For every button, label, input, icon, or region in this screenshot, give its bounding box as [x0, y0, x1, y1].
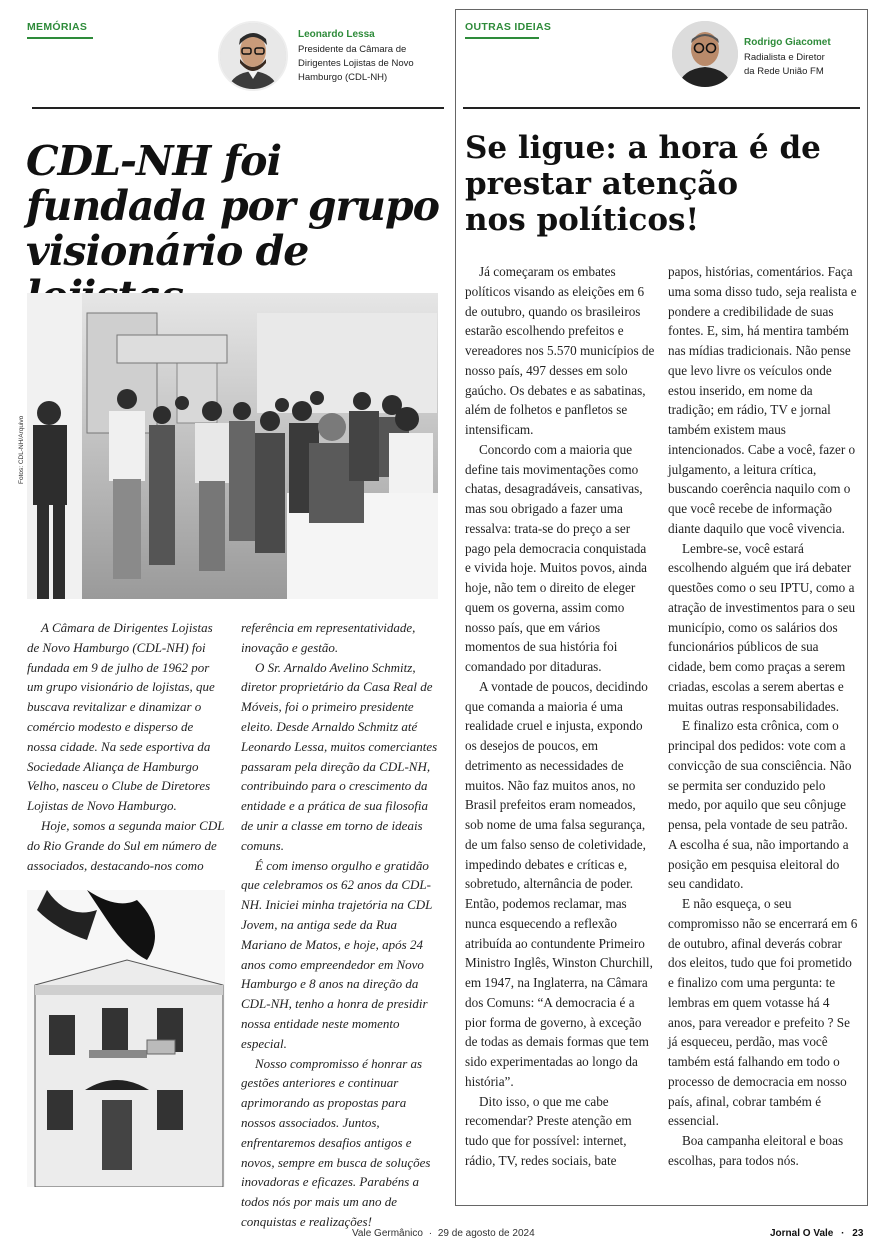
footer-paper-name: Jornal O Vale — [770, 1228, 834, 1239]
archive-photo-building — [27, 890, 225, 1187]
right-headline — [465, 130, 860, 238]
photo-credit: Fotos: CDL-NH/Arquivo — [18, 415, 25, 484]
author-name-leonardo: Leonardo Lessa — [298, 29, 375, 40]
building-photo-image — [27, 890, 225, 1187]
section-tag-underline — [465, 37, 539, 39]
author-avatar-leonardo — [218, 21, 288, 91]
article-paragraph: papos, histórias, comentários. Faça uma soma disso tudo, seja realista e pondere a credibilidade de suas fontes. E, sim, há mentira também nas mídias tradicionais. Não pense que levo livre os veículos onde estou inserido, em nome da tradição; em rádio, TV e jornal também existem maus intencionados. Cabe a você, fazer o julgamento, a leitura crítica, buscando coerência naquilo com o que você recebe de informação diante daquilo que você vivencia. — [668, 264, 857, 536]
headline-line: fundada por grupo — [26, 182, 439, 230]
author-name-rodrigo: Rodrigo Giacomet — [744, 37, 831, 48]
article-paragraph: Concordo com a maioria que define tais movimentações como chatas, desagradáveis, cansativas, mas sou obrigado a fazer uma ressalva: trata-se do preço a ser pago pela democracia conquistada e vivida hoje. Muitos povos, ainda hoje, não tem o direito de eleger quem os governa, assim como nosso país, que em vários momentos de sua história foi comandado por ditaduras. — [465, 441, 648, 674]
author-role-leonardo — [298, 43, 414, 85]
article-paragraph: E não esqueça, o seu compromisso não se encerrará em 6 de outubro, afinal deverás cobrar dos eleitos, tudo que foi prometido e finalizo com uma pergunta: te lembras em quem votasse há 4 anos, para vereador e prefeito ? Se já esqueceu, perdão, mas você também está falhando em todo o processo de democracia em nosso país, afinal, cobrar também é essencial. — [668, 896, 858, 1129]
article-paragraph: O Sr. Arnaldo Avelino Schmitz, diretor proprietário da Casa Real de Móveis, foi o primeiro presidente eleito. Desde Arnaldo Schmitz até Leonardo Lessa, muitos comerciantes passaram pela direção da CDL-NH, contribuindo para o crescimento da entidade e a prática de sua filosofia de unir a classe em torno de ideais comuns. — [241, 659, 438, 853]
author-role-line: Hamburgo (CDL-NH) — [298, 72, 388, 83]
group-photo-image — [27, 293, 438, 599]
left-header-rule — [32, 107, 444, 109]
headline-line: Se ligue: a hora é de — [465, 130, 821, 166]
right-article-col2 — [668, 262, 858, 1171]
author-portrait-icon — [672, 21, 738, 87]
left-article-col2 — [241, 618, 439, 1232]
section-tag-outras-ideias: OUTRAS IDEIAS — [465, 21, 552, 33]
author-avatar-rodrigo — [672, 21, 738, 87]
footer-publication-name: Vale Germânico — [352, 1228, 423, 1239]
left-headline — [26, 139, 446, 319]
right-article-col1 — [465, 262, 655, 1171]
author-role-line: da Rede União FM — [744, 66, 824, 77]
article-paragraph: Já começaram os embates políticos visando as eleições em 6 de outubro, quando os brasileiros estarão escolhendo prefeitos e vereadores nos 5.570 municípios de nosso país, 497 desses em solo gaúcho. Os debates e as sabatinas, além de folhetos e panfletos se intensificam. — [465, 264, 655, 437]
author-role-line: Presidente da Câmara de — [298, 44, 407, 55]
article-paragraph: Nosso compromisso é honrar as gestões anteriores e continuar aprimorando as propostas para nossos associados. Juntos, enfrentaremos desafios antigos e novos, sempre em busca de soluções inovadoras e eficazes. Parabéns a todos nós por mais um ano de conquistas e realizações! — [241, 1055, 431, 1229]
right-header-rule — [463, 107, 860, 109]
article-paragraph: Boa campanha eleitoral e boas escolhas, para todos nós. — [668, 1133, 844, 1168]
headline-line: visionário de — [26, 227, 309, 275]
footer-paper — [770, 1228, 863, 1239]
footer-separator: · — [841, 1228, 845, 1239]
section-tag-underline — [27, 37, 93, 39]
article-paragraph: E finalizo esta crônica, com o principal dos pedidos: vote com a convicção de sua consciência. Não se permita ser conduzido pelo medo, por aquilo que seu cônjuge pensa, pela vontade de seu patrão. A escolha é sua, não importando a posição em pesquisa eleitoral do seu candidato. — [668, 718, 852, 892]
page-number: 23 — [852, 1228, 864, 1239]
footer-separator: · — [428, 1228, 433, 1239]
headline-line: CDL-NH foi — [26, 137, 282, 185]
archive-photo-group — [27, 293, 438, 599]
article-paragraph: A vontade de poucos, decidindo que comanda a maioria é uma realidade cruel e injusta, expondo os desejos de poucos, em detrimento as necessidades de muitos. Não faz muitos anos, no Brasil prefeitos eram nomeados, sob nome de uma falsa segurança, de um falso senso de coletividade, impedindo debates e críticas e, sobretudo, alternância de poder. Então, podemos reclamar, mas nunca esquecendo a reflexão atribuída ao contundente Primeiro Ministro Inglês, Winston Churchill, em 1947, na Inglaterra, na Câmara dos Comuns: “A democracia é a pior forma de governo, à exceção de todas as demais formas que tem sido experimentadas ao longo da história”. — [465, 678, 653, 1089]
headline-line: prestar atenção — [465, 166, 739, 202]
article-paragraph: É com imenso orgulho e gratidão que celebramos os 62 anos da CDL-NH. Iniciei minha trajetória na CDL Jovem, na antiga sede da Rua Mariano de Matos, e hoje, após 24 anos como empreendedor em Novo Hamburgo e 8 anos na direção da CDL-NH, tenho a honra de presidir nossa entidade neste momento especial. — [241, 857, 433, 1051]
section-tag-memorias: MEMÓRIAS — [27, 21, 88, 33]
author-role-line: Radialista e Diretor — [744, 52, 825, 63]
article-paragraph: A Câmara de Dirigentes Lojistas de Novo Hamburgo (CDL-NH) foi fundada em 9 de julho de 1962 por um grupo visionário de lojistas, que buscava revitalizar e dinamizar o comércio modesto e disperso de nossa cidade. Na sede esportiva da Sociedade Aliança de Hamburgo Velho, nasceu o Clube de Diretores Lojistas de Novo Hamburgo. — [27, 620, 215, 814]
left-article-col1 — [27, 618, 225, 875]
article-paragraph: Dito isso, o que me cabe recomendar? Preste atenção em tudo que for possível: internet, rádio, TV, redes sociais, bate — [465, 1093, 632, 1168]
author-portrait-icon — [220, 23, 286, 89]
article-paragraph: Lembre-se, você estará escolhendo alguém que irá debater questões como o seu IPTU, como a atração de investimentos para o seu município, como os salários dos funcionários públicos de sua cidade, bem como praças a serem criadas, escolas a serem abertas e muitas outras responsabilidades. — [668, 540, 856, 714]
author-role-rodrigo — [744, 51, 825, 79]
article-paragraph: Hoje, somos a segunda maior CDL do Rio Grande do Sul em número de associados, destacando-nos como — [27, 817, 225, 873]
footer-publication — [352, 1228, 535, 1239]
article-paragraph: referência em representatividade, inovação e gestão. — [241, 620, 416, 655]
footer-date: 29 de agosto de 2024 — [437, 1228, 535, 1239]
headline-line: nos políticos! — [465, 202, 700, 238]
author-role-line: Dirigentes Lojistas de Novo — [298, 58, 414, 69]
